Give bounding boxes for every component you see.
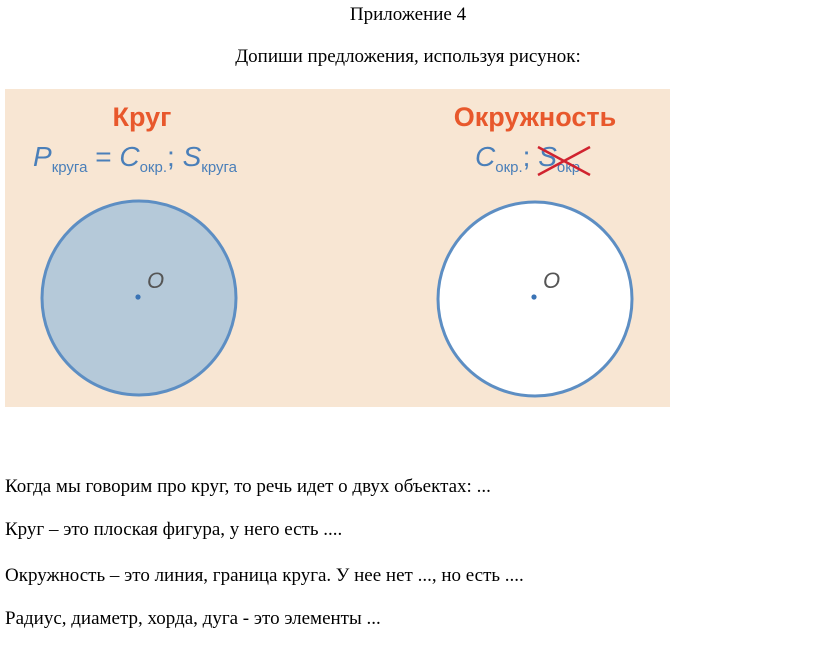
circle-formula <box>33 141 238 176</box>
ring-formula-sep: ; <box>522 141 539 172</box>
figure-svg <box>5 89 670 407</box>
sentence-4: Радиус, диаметр, хорда, дуга - это элементы ... <box>5 608 381 629</box>
ring-formula <box>475 141 580 176</box>
sentence-1: Когда мы говорим про круг, то речь идет о двух объектах: ... <box>5 476 491 497</box>
circle-title: Круг <box>112 102 172 132</box>
ring-formula-s-sub: окр <box>556 159 581 176</box>
ring-title: Окружность <box>453 102 617 132</box>
circle-center-dot <box>135 294 140 299</box>
sentence-3: Окружность – это линия, граница круга. У нее нет ..., но есть .... <box>5 565 524 586</box>
circle-center-label: O <box>147 268 165 293</box>
ring-formula-c-sub: окр. <box>495 159 523 176</box>
ring-center-label: O <box>543 268 561 293</box>
sentence-2: Круг – это плоская фигура, у него есть .... <box>5 519 343 540</box>
formula-p-sub: круга <box>51 159 88 176</box>
formula-eq: = <box>87 141 120 172</box>
formula-s-sub: круга <box>201 159 237 176</box>
instruction-text: Допиши предложения, используя рисунок: <box>235 46 581 67</box>
ring-center-dot <box>531 294 536 299</box>
formula-c-sub: окр. <box>139 159 167 176</box>
circle-vs-circumference-figure <box>5 89 670 407</box>
ring-formula-c: C <box>475 141 496 172</box>
formula-c: C <box>119 141 140 172</box>
formula-s: S <box>182 141 202 172</box>
appendix-label: Приложение 4 <box>349 4 467 25</box>
formula-p: P <box>33 141 52 172</box>
formula-sep: ; <box>167 141 183 172</box>
ring-formula-s: S <box>538 141 557 172</box>
